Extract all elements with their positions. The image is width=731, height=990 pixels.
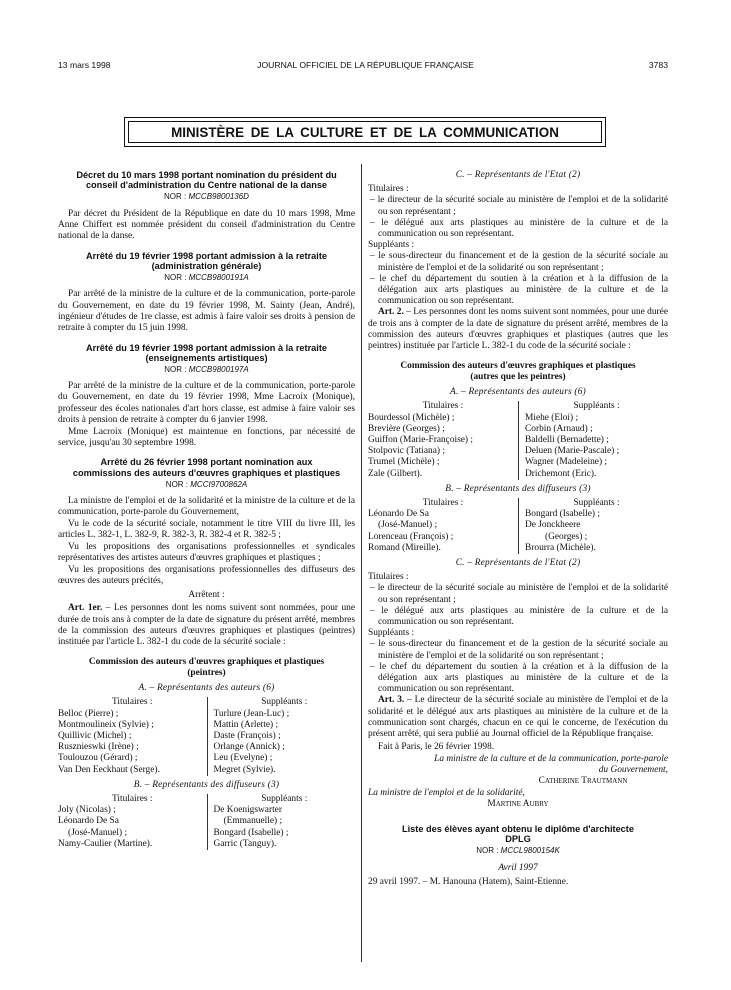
commission-2-section-b: B. – Représentants des diffuseurs (3) bbox=[445, 483, 591, 494]
titulaires-label: Titulaires : bbox=[368, 572, 409, 583]
fait-a-paris: Fait à Paris, le 26 février 1998. bbox=[378, 742, 495, 753]
arrete-retraite-1-nor: NOR : MCCB9800191A bbox=[164, 273, 249, 283]
list-item: Léonardo De Sa bbox=[368, 509, 429, 520]
list-item: – le directeur de la sécurité sociale au ministère de l'emploi et de la solidarité ou son représentant ; bbox=[370, 195, 668, 217]
arrete-retraite-2-nor: NOR : MCCB9800197A bbox=[164, 365, 249, 375]
commission-1-section-b: B. – Représentants des diffuseurs (3) bbox=[133, 779, 280, 790]
list-item: Rusznieswki (Irène) ; bbox=[58, 742, 139, 753]
commission-1-section-a: A. – Représentants des auteurs (6) bbox=[138, 683, 275, 694]
arrete-retraite-2-title: Arrêté du 19 février 1998 portant admission à la retraite (enseignements artistiques) bbox=[85, 342, 327, 363]
header-journal: JOURNAL OFFICIEL DE LA RÉPUBLIQUE FRANÇAISE bbox=[257, 60, 474, 70]
list-item: Namy-Caulier (Martine). bbox=[58, 838, 153, 849]
list-item: Léonardo De Sa bbox=[58, 816, 119, 827]
commission-2-section-c: C. – Représentants de l'Etat (2) bbox=[455, 558, 581, 568]
list-item: (Emmanuelle) ; bbox=[223, 816, 283, 827]
signature-1-role: La ministre de la culture et de la communication, porte-parole du Gouvernement, bbox=[434, 753, 668, 776]
list-item: Belloc (Pierre) ; bbox=[58, 708, 119, 719]
signature-2-role: La ministre de l'emploi et de la solidarité, bbox=[368, 787, 525, 798]
arrete-commissions-vu-2: Vu les propositions des organisations professionnelles et syndicales représentatives des artistes auteurs d'œuvres graphiques et plastiques ; bbox=[58, 541, 355, 564]
column-divider bbox=[361, 164, 362, 962]
liste-eleves-title: Liste des élèves ayant obtenu le diplôme d'architecte DPLG bbox=[402, 823, 634, 845]
arrete-commissions-nor: NOR : MCCI9700862A bbox=[165, 479, 248, 489]
arrete-commissions-title: Arrêté du 26 février 1998 portant nomination aux commissions des auteurs d'œuvres graphiques et plastiques bbox=[72, 457, 341, 478]
arrete-retraite-2-text: Par arrêté de la ministre de la culture et de la communication, porte-parole du Gouvernement, en date du 19 février 1998, Mme Lacroix (Monique), professeur des écoles nationales d'art hors classe, est admise à faire valoir ses droits à pension de retraite à compter du 6 janvier 1998. bbox=[58, 381, 355, 425]
arrete-commissions-vu-3: Vu les propositions des organisations professionnelles des diffuseurs des œuvres des auteurs précités, bbox=[58, 564, 355, 586]
article-1: Art. 1er. – Les personnes dont les noms suivent sont nommées, pour une durée de trois ans à compter de la date de signature du présent arrêté, membres de la commission des auteurs d'œuvres graphiques et plastiques (peintres) instituée par l'article L. 382-1 du code de la sécurité sociale : bbox=[58, 603, 356, 648]
arrete-retraite-1-text: Par arrêté de la ministre de la culture et de la communication, porte-parole du Gouvernement, en date du 19 février 1998, M. Sainty (Jean, André), ingénieur d'études de 1re classe, est admis à faire valoir ses droits à pension de retraite à compter du 15 juin 1998. bbox=[58, 289, 355, 333]
ministry-banner bbox=[124, 117, 606, 147]
list-item: Leu (Evelyne) ; bbox=[213, 753, 273, 764]
list-item: Corbin (Arnaud) ; bbox=[525, 423, 593, 434]
commission-2-section-a: A. – Représentants des auteurs (6) bbox=[450, 387, 586, 398]
arrete-commissions-vu-1: Vu le code de la sécurité sociale, notamment le titre VIII du livre III, les articles L. 382-1, L. 382-9, R. 382-3, R. 382-4 et R. 382-5 ; bbox=[58, 518, 355, 541]
list-item: Megret (Sylvie). bbox=[213, 764, 276, 775]
titulaires-label: Titulaires : bbox=[368, 184, 409, 195]
list-item: Stolpovic (Tatiana) ; bbox=[368, 446, 445, 457]
list-item: Joly (Nicolas) ; bbox=[58, 805, 116, 816]
list-item: Daste (François) ; bbox=[213, 730, 281, 741]
list-item: Brevière (Georges) ; bbox=[368, 423, 445, 434]
arrete-retraite-1-title: Arrêté du 19 février 1998 portant admission à la retraite (administration générale) bbox=[85, 250, 327, 271]
commission-1-section-c: C. – Représentants de l'Etat (2) bbox=[455, 170, 581, 180]
list-item: Turlure (Jean-Luc) ; bbox=[213, 708, 290, 719]
header-date: 13 mars 1998 bbox=[58, 60, 111, 70]
list-item: Garric (Tanguy). bbox=[213, 838, 277, 849]
list-item: De Koenigswarter bbox=[213, 805, 282, 816]
list-item: (José-Manuel) ; bbox=[68, 827, 128, 838]
commission-2-title: Commission des auteurs d'œuvres graphiques et plastiques (autres que les peintres) bbox=[400, 360, 636, 382]
suppleants-label: Suppléants : bbox=[368, 628, 415, 639]
list-item: (Georges) ; bbox=[545, 531, 588, 542]
list-item: Orlange (Annick) ; bbox=[213, 742, 285, 753]
liste-eleves-entry: 29 avril 1997. – M. Hanouna (Hatem), Saint-Etienne. bbox=[368, 876, 569, 887]
suppleants-label: Suppléants : bbox=[368, 240, 415, 251]
ministry-banner-title: MINISTÈRE DE LA CULTURE ET DE LA COMMUNICATION bbox=[128, 121, 602, 143]
list-item: Van Den Eeckhaut (Serge). bbox=[58, 764, 160, 775]
arrete-retraite-2-text-2: Mme Lacroix (Monique) est maintenue en fonctions, par nécessité de service, jusqu'au 30 septembre 1998. bbox=[58, 426, 355, 448]
list-item: – le directeur de la sécurité sociale au ministère de l'emploi et de la solidarité ou son représentant ; bbox=[370, 583, 668, 605]
commission-2-table-a: Titulaires : Bourdessol (Michèle) ; Brevière (Georges) ; Guiffon (Marie-Françoise) ; Stolpovic (Tatiana) ; Trumel (Michèle) ; Zale (Gilbert). Suppléants : Miehe (Eloi) ; Corbin (Arnaud) ; Baldelli (Bernadette) ; Deluen (Marie-Pascale) ; Wagner (Madeleine) ; Drichemont (Eric). bbox=[368, 401, 668, 479]
list-item: Baldelli (Bernadette) ; bbox=[525, 434, 609, 445]
list-item: De Jonckheere bbox=[525, 520, 581, 531]
signature-2-name: Martine Aubry bbox=[487, 798, 549, 809]
decree-nor: NOR : MCCB9800136D bbox=[164, 192, 249, 202]
list-item: Montmoulineix (Sylvie) ; bbox=[58, 719, 154, 730]
list-item: Toulouzou (Gérard) ; bbox=[58, 753, 138, 764]
list-item: – le délégué aux arts plastiques au ministère de la culture et de la communication ou son représentant. bbox=[370, 605, 668, 628]
right-column bbox=[368, 170, 668, 888]
header-page-number: 3783 bbox=[648, 60, 668, 70]
list-item: – le délégué aux arts plastiques au ministère de la culture et de la communication ou son représentant. bbox=[370, 217, 668, 240]
list-item: – le sous-directeur du financement et de la gestion de la sécurité sociale au ministère de l'emploi et de la solidarité ou son représentant ; bbox=[370, 251, 668, 273]
list-item: Zale (Gilbert). bbox=[368, 468, 423, 479]
commission-1-title: Commission des auteurs d'œuvres graphiques et plastiques (peintres) bbox=[88, 656, 325, 678]
list-item: – le chef du département du soutien à la création et à la diffusion de la délégation aux arts plastiques au ministère de la culture et de la communication ou son représentant. bbox=[370, 661, 668, 695]
list-item: Drichemont (Eric). bbox=[525, 468, 597, 479]
list-item: Quillivic (Michel) ; bbox=[58, 730, 132, 741]
list-item: Bourdessol (Michèle) ; bbox=[368, 412, 455, 423]
commission-2-table-b: Titulaires : Léonardo De Sa (José-Manuel) ; Lorenceau (François) ; Romand (Mireille). Suppléants : Bongard (Isabelle) ; De Jonckheere (Georges) ; Brourra (Michèle). bbox=[368, 498, 668, 554]
arretent-label: Arrêtent : bbox=[188, 590, 225, 601]
liste-eleves-nor: NOR : MCCL9800154K bbox=[476, 846, 560, 856]
list-item: Mattin (Arlette) ; bbox=[213, 719, 279, 730]
list-item: Romand (Mireille). bbox=[368, 542, 441, 553]
list-item: Brourra (Michèle). bbox=[525, 542, 596, 553]
arrete-commissions-preamble: La ministre de l'emploi et de la solidarité et la ministre de la culture et de la communication, porte-parole du Gouvernement, bbox=[58, 496, 355, 518]
list-item: Bongard (Isabelle) ; bbox=[525, 509, 600, 520]
list-item: Wagner (Madeleine) ; bbox=[525, 457, 608, 468]
commission-1-table-b: Titulaires : Joly (Nicolas) ; Léonardo De Sa (José-Manuel) ; Namy-Caulier (Martine). Suppléants : De Koenigswarter (Emmanuelle) ; Bongard (Isabelle) ; Garric (Tanguy). bbox=[58, 794, 355, 850]
commission-1-table-a: Titulaires : Belloc (Pierre) ; Montmoulineix (Sylvie) ; Quillivic (Michel) ; Rusznieswki (Irène) ; Toulouzou (Gérard) ; Van Den Eeckhaut (Serge). Suppléants : Turlure (Jean-Luc) ; Mattin (Arlette) ; Daste (François) ; Orlange (Annick) ; Leu (Evelyne) ; Megret (Sylvie). bbox=[58, 697, 355, 775]
list-item: – le sous-directeur du financement et de la gestion de la sécurité sociale au ministère de l'emploi et de la solidarité ou son représentant ; bbox=[370, 639, 668, 661]
list-item: (José-Manuel) ; bbox=[378, 520, 438, 531]
left-column bbox=[58, 170, 355, 852]
signature-1-name: Catherine Trautmann bbox=[538, 776, 628, 787]
article-3: Art. 3. – Le directeur de la sécurité sociale au ministère de l'emploi et de la solidarité et le délégué aux arts plastiques au ministère de la culture et de la communication sont chargés, chacun en ce qui le concerne, de l'exécution du présent arrêté, qui sera publié au Journal officiel de la République française. bbox=[368, 695, 669, 740]
article-2: Art. 2. – Les personnes dont les noms suivent sont nommées, pour une durée de trois ans à compter de la date de signature du présent arrêté, membres de la commission des auteurs d'œuvres graphiques et plastiques (autres que les peintres) instituée par l'article L. 382-1 du code de la sécurité sociale : bbox=[368, 307, 669, 352]
list-item: Trumel (Michèle) ; bbox=[368, 457, 440, 468]
liste-eleves-date: Avril 1997 bbox=[498, 862, 538, 873]
list-item: Guiffon (Marie-Françoise) ; bbox=[368, 434, 474, 445]
list-item: Lorenceau (François) ; bbox=[368, 531, 454, 542]
list-item: Miehe (Eloi) ; bbox=[525, 412, 579, 423]
list-item: Deluen (Marie-Pascale) ; bbox=[525, 446, 620, 457]
decree-text: Par décret du Président de la République en date du 10 mars 1998, Mme Anne Chiffert est nommée président du conseil d'administration du Centre national de la danse. bbox=[58, 208, 355, 242]
decree-title: Décret du 10 mars 1998 portant nomination du président du conseil d'administration du Centre national de la danse bbox=[76, 170, 337, 191]
list-item: Bongard (Isabelle) ; bbox=[213, 827, 289, 838]
list-item: – le chef du département du soutien à la création et à la diffusion de la délégation aux arts plastiques au ministère de la culture et de la communication ou son représentant. bbox=[370, 273, 668, 307]
